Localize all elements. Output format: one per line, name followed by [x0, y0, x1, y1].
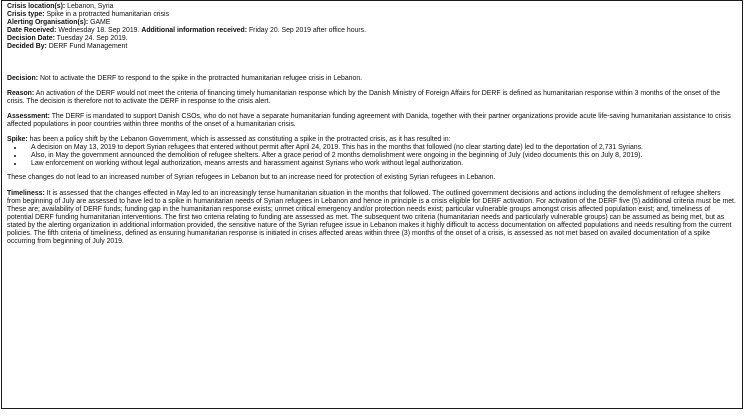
- decision-text: Not to activate the DERF to respond to the spike in the protracted humanitarian refugee crisis in Lebanon.: [39, 74, 363, 82]
- alerting-organisation-row: [7, 19, 736, 27]
- spike-bullet-item: • Also, in May the government announced the demolition of refugee shelters. After a grace period of 2 months demolishment were ongoing in the beginning of July (video documents this on July 8, 2019).: [24, 152, 736, 160]
- crisis-location-label: Crisis location(s):: [7, 3, 66, 10]
- decision-document: [1, 0, 743, 409]
- additional-info-value: Friday 20. Sep 2019 after office hours.: [248, 27, 367, 35]
- crisis-location-value: Lebanon, Syria: [67, 3, 114, 10]
- decision-date-value: Tuesday 24. Sep 2019.: [56, 35, 128, 43]
- document-header: [7, 3, 736, 52]
- spike-bullet-item: • Law enforcement on working without legal authorization, means arrests and harassment against Syrians who work without legal authorization.: [24, 160, 736, 168]
- decision-label: Decision:: [7, 74, 39, 82]
- decided-by-label: Decided By:: [7, 43, 47, 51]
- assessment-text: The DERF is mandated to support Danish CSOs, who do not have a separate humanitarian funding agreement with Danida, together with their partner organizations provide acute life-saving humanitarian assistance to crisis affected populations in poor countries within three months of the onset of a humanitarian crisis.: [7, 112, 731, 128]
- decided-by-value: DERF Fund Management: [48, 43, 128, 51]
- changes-paragraph: These changes do not lead to an increased number of Syrian refugees in Lebanon but to an increase need for protection of existing Syrian refugees in Lebanon.: [7, 174, 496, 182]
- reason-label: Reason:: [7, 89, 35, 97]
- decision-paragraph: [7, 75, 736, 83]
- assessment-label: Assessment:: [7, 112, 50, 120]
- alerting-organisation-value: GAME: [90, 19, 111, 27]
- spike-label: Spike:: [7, 136, 28, 144]
- date-received-row: [7, 27, 736, 35]
- spike-text: has been a policy shift by the Lebanon Government, which is assessed as constituting a spike in the protracted crisis, as it has resulted in:: [29, 136, 451, 144]
- spike-bullet-list: [7, 144, 736, 168]
- decision-date-row: [7, 35, 736, 43]
- crisis-type-label: Crisis type:: [7, 11, 45, 19]
- timeliness-paragraph: [7, 190, 736, 247]
- reason-paragraph: [7, 90, 736, 106]
- decided-by-row: [7, 43, 736, 51]
- assessment-paragraph: [7, 113, 736, 129]
- additional-info-label: Additional information received:: [141, 27, 248, 35]
- decision-date-label: Decision Date:: [7, 35, 55, 43]
- spike-bullet-item: • A decision on May 13, 2019 to deport Syrian refugees that entered without permit after April 24, 2019. This has in the months that followed (no clear starting date) led to the deportation of 2,731 Syrians.: [24, 144, 736, 152]
- crisis-type-value: Spike in a protracted humanitarian crisis: [46, 11, 170, 19]
- alerting-organisation-label: Alerting Organisation(s):: [7, 19, 89, 27]
- timeliness-text: It is assessed that the changes effected in May led to an increasingly tense humanitarian situation in the months that followed. The outlined government decisions and actions including the demolishment of refugee shelters from beginning of July are assessed to have led to a spike in humanitarian needs of Syrian refugees in Lebanon and hence in principle is a crisis eligible for DERF activation. For activation of the DERF five (5) additional criteria must be met. These are; availability of DERF funds; funding gap in the humanitarian response exists; unmet critical emergency and/or protection needs exist; particular vulnerable groups amongst crisis affected population exist; and, timeliness of potential DERF funding humanitarian interventions. The first two criteria relating to funding are assessed as met. The subsequent two criteria (humanitarian needs and particularly vulnerable groups) can be assumed as being met, but as stated by the alerting organization in additional information provided, the sensitive nature of the Syrian refugee issue in Lebanon makes it highly difficult to access documentation on affected populations and needs resulting from the current policies. The fifth criteria of timeliness, defined as ensuring humanitarian response is initiated in crises affected areas within three (3) months of the onset of a crisis, is assessed as not met based on availed documentation of a spike occurring from beginning of July 2019.: [7, 189, 736, 246]
- reason-text: An activation of the DERF would not meet the criteria of financing timely humanitarian response which by the Danish Ministry of Foreign Affairs for DERF is defined as humanitarian response within 3 months of the onset of the crisis. The decision is therefore not to activate the DERF in response to the crisis alert.: [7, 89, 721, 105]
- crisis-type-row: [7, 11, 736, 19]
- date-received-value: Wednesday 18. Sep 2019.: [58, 27, 140, 35]
- timeliness-label: Timeliness:: [7, 189, 45, 197]
- date-received-label: Date Received:: [7, 27, 57, 35]
- crisis-location-row: [7, 3, 736, 11]
- spike-paragraph: [7, 136, 736, 144]
